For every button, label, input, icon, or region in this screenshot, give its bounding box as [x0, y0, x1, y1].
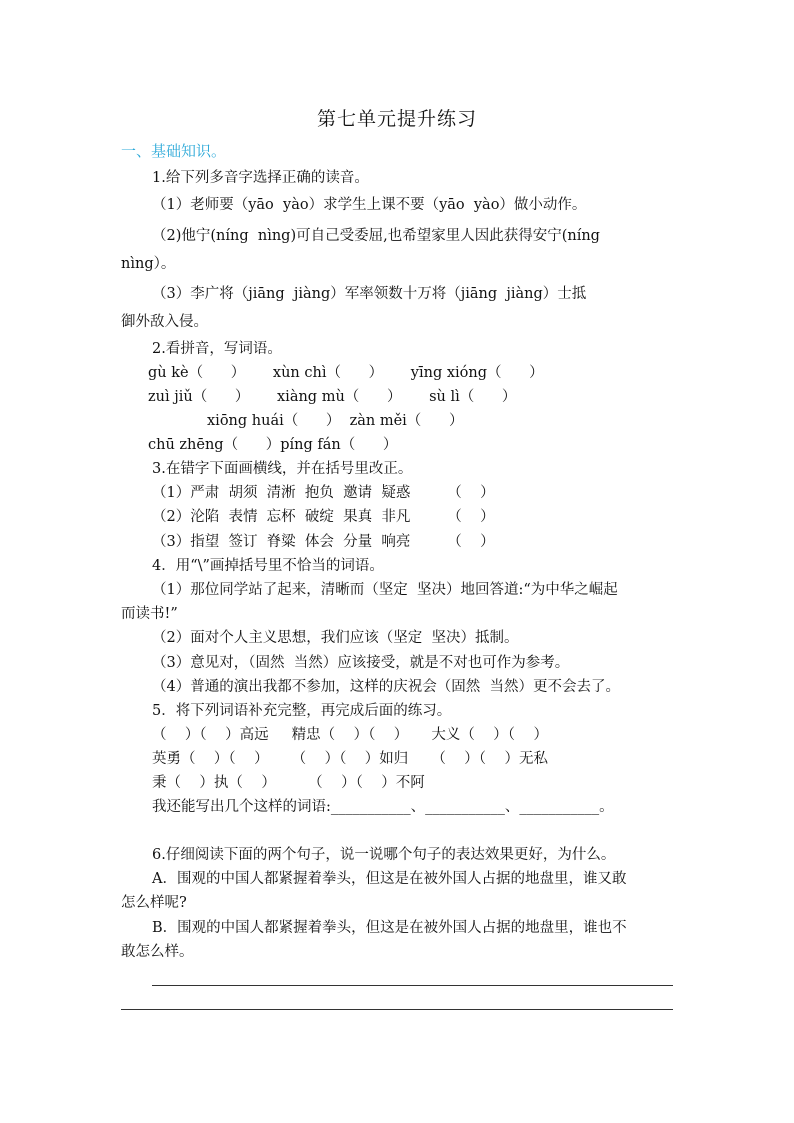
question-1-prompt: 1.给下列多音字选择正确的读音。 — [152, 170, 369, 186]
answer-line-2[interactable] — [121, 1009, 673, 1010]
sentence-a-cont: 怎么样呢? — [121, 895, 187, 911]
question-5-prompt: 5．将下列词语补充完整，再完成后面的练习。 — [152, 703, 452, 719]
wrong-char-row-3: （3）指望 签订 脊粱 体会 分量 响亮 （ ） — [152, 534, 495, 550]
question-4-prompt: 4．用“\”画掉括号里不恰当的词语。 — [152, 558, 384, 574]
idiom-row-1: （ ）（ ）高远 精忠（ ）（ ） 大义（ ）（ ） — [152, 727, 548, 743]
pinyin-row-3: xiōng huái（ ） zàn měi（ ） — [207, 413, 464, 429]
sentence-b-cont: 敢怎么样。 — [121, 944, 194, 960]
question-6-prompt: 6.仔细阅读下面的两个句子，说一说哪个句子的表达效果更好，为什么。 — [152, 847, 616, 863]
question-2-prompt: 2.看拼音，写词语。 — [152, 341, 282, 357]
question-4-sentence-1-cont: 而读书!” — [121, 606, 178, 622]
idiom-row-3: 秉（ ）执（ ） （ ）（ ）不阿 — [152, 775, 425, 791]
question-1-sentence-1: （1）老师要（yāo yào）求学生上课不要（yāo yào）做小动作。 — [152, 197, 587, 213]
pinyin-row-1: gù kè（ ） xùn chì（ ） yīng xióng（ ） — [148, 365, 544, 381]
question-4-sentence-1: （1）那位同学站了起来，清晰而（坚定 坚决）地回答道:“为中华之崛起 — [152, 582, 618, 598]
pinyin-row-2: zuì jiǔ（ ） xiàng mù（ ） sù lì（ ） — [148, 389, 517, 405]
page-title: 第七单元提升练习 — [316, 108, 477, 130]
wrong-char-row-2: （2）沦陷 表情 忘杯 破绽 果真 非凡 （ ） — [152, 509, 495, 525]
pinyin-row-4: chū zhēng（ ）píng fán（ ） — [148, 437, 398, 453]
section-heading-basics: 一、基础知识。 — [121, 142, 227, 160]
answer-line-1[interactable] — [152, 985, 673, 986]
idiom-row-2: 英勇（ ）（ ） （ ）（ ）如归 （ ）（ ）无私 — [152, 751, 548, 767]
idiom-write-more: 我还能写出几个这样的词语:___________、___________、___________。 — [152, 799, 614, 815]
question-4-sentence-4: （4）普通的演出我都不参加，这样的庆祝会（固然 当然）更不会去了。 — [152, 679, 620, 695]
question-4-sentence-2: （2）面对个人主义思想，我们应该（坚定 坚决）抵制。 — [152, 630, 519, 646]
sentence-b: B．围观的中国人都紧握着拳头，但这是在被外国人占据的地盘里，谁也不 — [152, 920, 627, 936]
question-1-sentence-3-cont: 御外敌入侵。 — [121, 314, 208, 330]
wrong-char-row-1: （1）严肃 胡须 清淅 抱负 邀请 疑惑 （ ） — [152, 485, 495, 501]
sentence-a: A．围观的中国人都紧握着拳头，但这是在被外国人占据的地盘里，谁又敢 — [152, 871, 627, 887]
question-1-sentence-2: （2)他宁(níng nìng)可自己受委屈,也希望家里人因此获得安宁(níng — [152, 228, 600, 244]
question-1-sentence-3: （3）李广将（jiāng jiàng）军率领数十万将（jiāng jiàng）士抵 — [152, 286, 587, 302]
question-3-prompt: 3.在错字下面画横线，并在括号里改正。 — [152, 461, 413, 477]
question-4-sentence-3: （3）意见对，（固然 当然）应该接受，就是不对也可作为参考。 — [152, 655, 570, 671]
question-1-sentence-2-cont: nìng）。 — [121, 256, 176, 272]
